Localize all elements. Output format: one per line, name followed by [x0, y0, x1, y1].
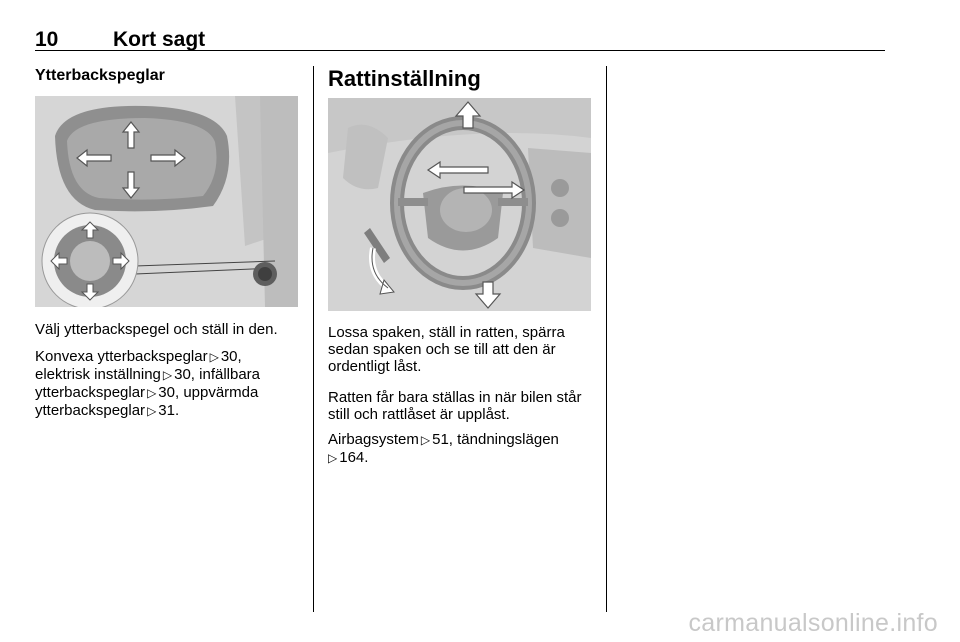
xref-arrow-icon: ▷ [209, 350, 219, 364]
ref-text-2: elektrisk inställning [35, 366, 161, 383]
watermark: carmanualsonline.info [688, 609, 938, 637]
ref-page-3[interactable]: 30, uppvärmda [158, 384, 259, 401]
ref-page-2[interactable]: 30, infällbara [174, 366, 261, 383]
section-heading-mirrors: Ytterbackspeglar [35, 67, 165, 84]
mirrors-instruction: Välj ytterbackspegel och ställ in den. [35, 321, 278, 338]
ref-text-1: Konvexa ytterbackspeglar [35, 348, 208, 365]
steering-warning: Ratten får bara ställas in när bilen står still och rattlåset är upplåst. [328, 389, 582, 423]
column-divider-1 [313, 66, 314, 612]
mirror-figure [35, 96, 298, 307]
mirror-illustration [35, 96, 298, 307]
ref-text-3: ytterbackspeglar [35, 384, 146, 401]
ref-text-4: ytterbackspeglar [35, 402, 146, 419]
steering-illustration [328, 98, 591, 311]
header-rule [35, 50, 885, 51]
steering-wheel-figure [328, 98, 591, 311]
xref-arrow-icon: ▷ [147, 404, 157, 418]
ref-text-airbag: Airbagsystem [328, 431, 419, 448]
steering-instruction: Lossa spaken, ställ in ratten, spärra sedan spaken och se till att den är ordentligt låst. [328, 324, 565, 375]
xref-arrow-icon: ▷ [328, 451, 338, 465]
section-heading-steering: Rattinställning [328, 66, 481, 91]
steering-references [328, 431, 593, 467]
xref-arrow-icon: ▷ [147, 386, 157, 400]
page-number: 10 [35, 28, 59, 51]
ref-page-ignition[interactable]: 164. [339, 449, 369, 466]
xref-arrow-icon: ▷ [420, 433, 431, 447]
ref-page-4[interactable]: 31. [158, 402, 180, 419]
column-divider-2 [606, 66, 607, 612]
ref-page-airbag[interactable]: 51, tändningslägen [432, 431, 559, 448]
xref-arrow-icon: ▷ [162, 368, 173, 382]
ref-page-1[interactable]: 30, [220, 348, 242, 365]
mirrors-references [35, 348, 300, 420]
running-title: Kort sagt [113, 28, 206, 51]
